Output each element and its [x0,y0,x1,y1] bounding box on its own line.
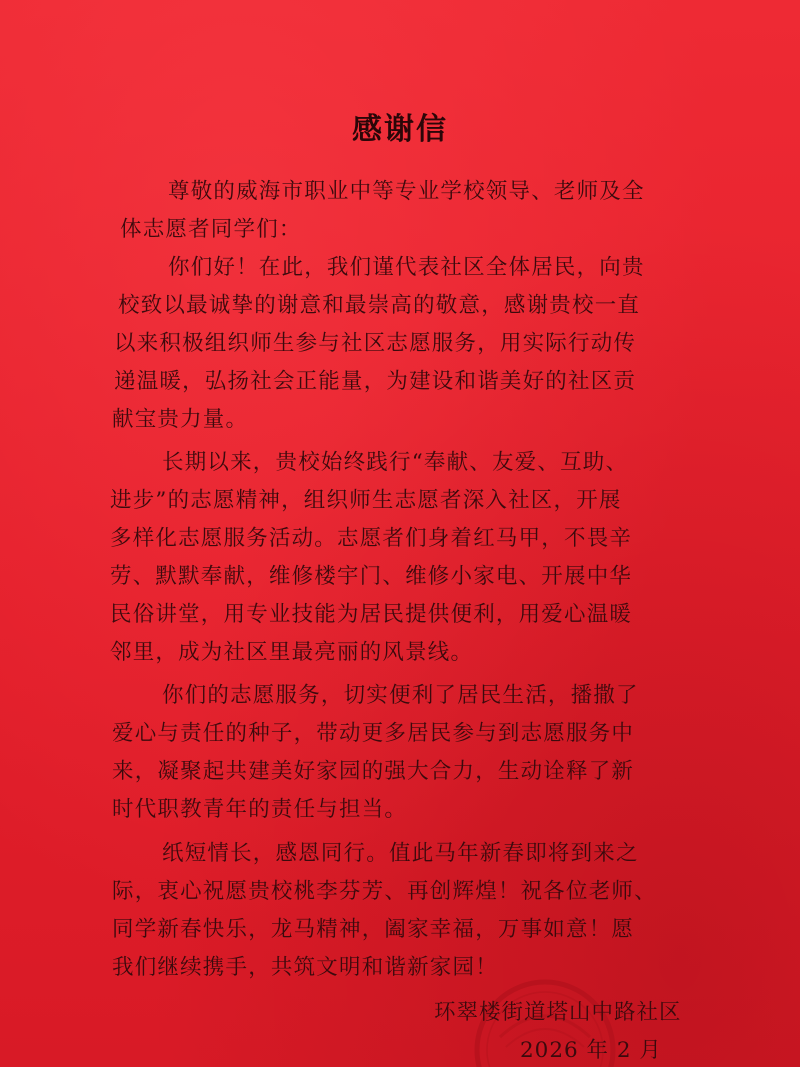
letter-line: 递温暖，弘扬社会正能量，为建设和谐美好的社区贡 [114,369,637,394]
letter-line: 献宝贵力量。 [112,407,249,432]
letter-line: 你们好！在此，我们谨代表社区全体居民，向贵 [168,255,645,280]
letter-line: 体志愿者同学们： [120,217,302,242]
letter-line: 同学新春快乐，龙马精神，阖家幸福，万事如意！愿 [112,917,635,942]
letter-line: 时代职教青年的责任与担当。 [112,797,408,822]
letter-line: 际，衷心祝愿贵校桃李芬芳、再创辉煌！祝各位老师、 [112,879,657,904]
letter-line: 民俗讲堂，用专业技能为居民提供便利，用爱心温暖 [110,602,633,627]
letter-line: 邻里，成为社区里最亮丽的风景线。 [110,640,474,665]
letter-line: 劳、默默奉献，维修楼宇门、维修小家电、开展中华 [110,564,633,589]
signature: 环翠楼街道塔山中路社区 [434,1000,682,1025]
letter-line: 纸短情长，感恩同行。值此马年新春即将到来之 [162,841,639,866]
letter-line: 长期以来，贵校始终践行“奉献、友爱、互助、 [162,450,629,475]
letter-line: 多样化志愿服务活动。志愿者们身着红马甲，不畏辛 [110,526,633,551]
letter-line: 进步”的志愿精神，组织师生志愿者深入社区，开展 [110,488,622,513]
letter-date: 2026 年 2 月 [520,1038,662,1063]
letter-line: 我们继续携手，共筑文明和谐新家园！ [112,955,498,980]
letter-line: 以来积极组织师生参与社区志愿服务，用实际行动传 [114,331,637,356]
letter-title: 感谢信 [352,112,448,147]
letter-line: 爱心与责任的种子，带动更多居民参与到志愿服务中 [112,721,635,746]
letter-line: 来，凝聚起共建美好家园的强大合力，生动诠释了新 [112,759,635,784]
letter-line: 尊敬的威海市职业中等专业学校领导、老师及全 [168,179,645,204]
letter-line: 校致以最诚挚的谢意和最崇高的敬意，感谢贵校一直 [118,293,641,318]
letter-line: 你们的志愿服务，切实便利了居民生活，播撒了 [162,683,639,708]
